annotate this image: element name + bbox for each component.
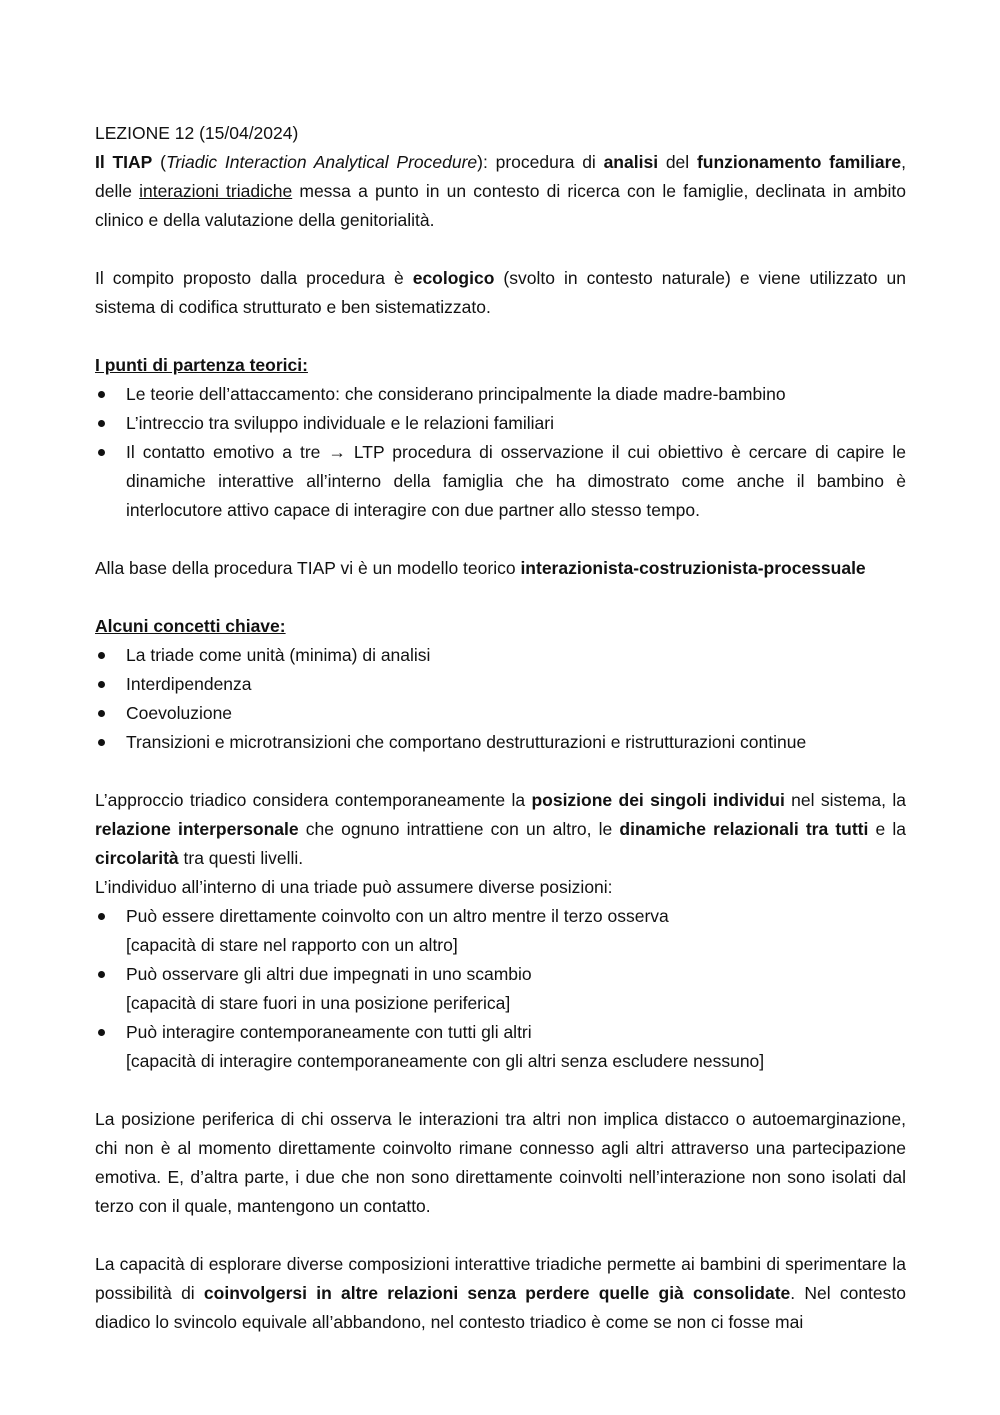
task-paragraph <box>95 264 906 322</box>
section-heading-punti <box>95 351 906 380</box>
list-item-text: Può osservare gli altri due impegnati in uno scambio <box>126 964 532 984</box>
text-run: ): procedura di <box>477 152 604 172</box>
bullet-icon <box>98 681 105 688</box>
list-item <box>95 902 906 960</box>
posizioni-list <box>95 902 906 1076</box>
tiap-full-name: Triadic Interaction Analytical Procedure <box>165 152 478 172</box>
keyword-ecologico: ecologico <box>412 268 495 288</box>
list-item <box>95 438 906 525</box>
bullet-icon <box>98 913 105 920</box>
text-run: messa a punto in un contesto di ricerca con le famiglie, declinata in ambito clinico e della valutazione della genitorialità. <box>95 181 906 230</box>
list-item-text: La triade come unità (minima) di analisi <box>126 645 431 665</box>
list-item <box>95 699 906 728</box>
text-run: Alla base della procedura TIAP vi è un modello teorico <box>95 558 521 578</box>
keyword-coinvolgersi: coinvolgersi in altre relazioni senza perdere quelle già consolidate <box>203 1283 791 1303</box>
bullet-icon <box>98 391 105 398</box>
text-run: . Nel contesto diadico lo svincolo equivale all’abbandono, nel contesto triadico è come se non ci fosse mai <box>95 1283 906 1332</box>
spacer <box>95 322 906 351</box>
spacer <box>95 757 906 786</box>
text-run: nel sistema, la <box>784 790 906 810</box>
lecture-header: LEZIONE 12 (15/04/2024) <box>95 123 299 143</box>
text-run: che ognuno intrattiene con un altro, le <box>298 819 620 839</box>
periferica-paragraph: La posizione periferica di chi osserva le interazioni tra altri non implica distacco o autoemarginazione, chi non è al momento direttamente coinvolto rimane connesso agli altri attraverso una partecipazione emotiva. E, d’altra parte, i due che non sono direttamente coinvolti nell’interazione non sono isolati dal terzo con il quale, mantengono un contatto. <box>95 1109 906 1216</box>
spacer <box>95 583 906 612</box>
text-run: (svolto in contesto naturale) e viene utilizzato un sistema di codifica strutturato e ben sistematizzato. <box>95 268 907 317</box>
list-item-text: Coevoluzione <box>126 703 233 723</box>
posizioni-intro: L’individuo all’interno di una triade può assumere diverse posizioni: <box>95 877 613 897</box>
spacer <box>95 1221 906 1250</box>
list-item-text: Il contatto emotivo a tre → LTP procedura di osservazione il cui obiettivo è cercare di capire le dinamiche interattive all’interno della famiglia che ha dimostrato come anche il bambino è interlocutore attivo capace di interagire con due partner allo stesso tempo. <box>126 442 906 520</box>
list-item <box>95 380 906 409</box>
list-item-text: Può interagire contemporaneamente con tutti gli altri <box>126 1022 532 1042</box>
section-heading-concetti <box>95 612 906 641</box>
list-item <box>95 728 906 757</box>
text-run: L’approccio triadico considera contemporaneamente la <box>95 790 532 810</box>
keyword-funzionamento: funzionamento familiare <box>696 152 902 172</box>
list-item-text: Interdipendenza <box>126 674 252 694</box>
list-item-note: [capacità di stare fuori in una posizione periferica] <box>126 993 511 1013</box>
text-run: ( <box>152 152 166 172</box>
keyword-relazione: relazione interpersonale <box>95 819 299 839</box>
approccio-paragraph <box>95 786 906 873</box>
list-item-text: L’intreccio tra sviluppo individuale e le relazioni familiari <box>126 413 554 433</box>
text-run: del <box>658 152 697 172</box>
bullet-icon <box>98 971 105 978</box>
keyword-analisi: analisi <box>603 152 659 172</box>
list-item-note: [capacità di stare nel rapporto con un altro] <box>126 935 458 955</box>
list-item-text: Le teorie dell’attaccamento: che considerano principalmente la diade madre-bambino <box>126 384 786 404</box>
bullet-icon <box>98 420 105 427</box>
keyword-posizione: posizione dei singoli individui <box>531 790 785 810</box>
bullet-icon <box>98 449 105 456</box>
text-run: , delle <box>95 152 907 201</box>
text-run: e la <box>868 819 907 839</box>
heading-text: Alcuni concetti chiave: <box>95 616 286 636</box>
text-run: La capacità di esplorare diverse composizioni interattive triadiche permette ai bambini di sperimentare la possibilità di <box>95 1254 906 1303</box>
list-item <box>95 670 906 699</box>
list-item <box>95 1018 906 1076</box>
spacer <box>95 1076 906 1105</box>
concetti-list <box>95 641 906 757</box>
bullet-icon <box>98 1029 105 1036</box>
list-item <box>95 960 906 1018</box>
intro-paragraph <box>95 148 906 235</box>
capacita-paragraph <box>95 1250 906 1337</box>
keyword-dinamiche: dinamiche relazionali tra tutti <box>619 819 869 839</box>
keyword-interazioni-triadiche: interazioni triadiche <box>139 181 293 201</box>
bullet-icon <box>98 739 105 746</box>
punti-list <box>95 380 906 525</box>
list-item-note: [capacità di interagire contemporaneamente con gli altri senza escludere nessuno] <box>126 1051 765 1071</box>
bullet-icon <box>98 710 105 717</box>
spacer <box>95 525 906 554</box>
keyword-model: interazionista-costruzionista-processuale <box>520 558 866 578</box>
list-item <box>95 409 906 438</box>
heading-text: I punti di partenza teorici: <box>95 355 308 375</box>
list-item <box>95 641 906 670</box>
list-item-text: Può essere direttamente coinvolto con un altro mentre il terzo osserva <box>126 906 669 926</box>
tiap-term: Il TIAP <box>95 152 153 172</box>
list-item-text: Transizioni e microtransizioni che comportano destrutturazioni e ristrutturazioni continue <box>126 732 807 752</box>
text-run: Il compito proposto dalla procedura è <box>95 268 413 288</box>
spacer <box>95 235 906 264</box>
model-paragraph <box>95 554 906 583</box>
bullet-icon <box>98 652 105 659</box>
keyword-circolarita: circolarità <box>95 848 179 868</box>
text-run: tra questi livelli. <box>178 848 304 868</box>
